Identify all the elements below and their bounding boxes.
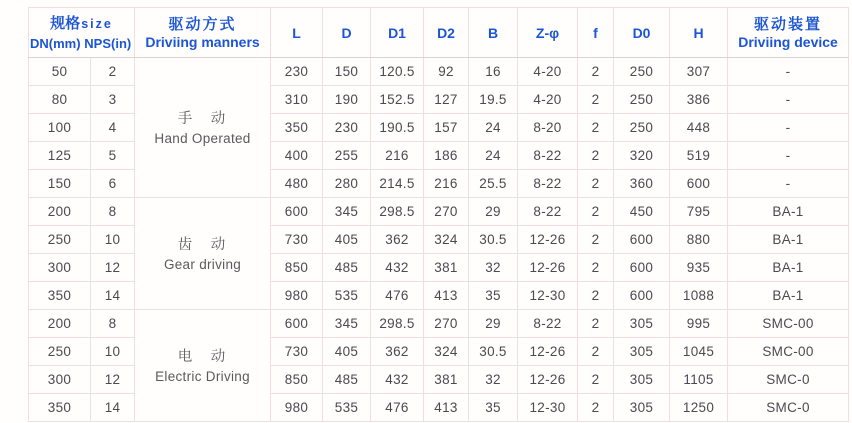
cell-d2: 270	[424, 198, 469, 226]
cell-b: 24	[469, 142, 518, 170]
cell-b: 32	[469, 366, 518, 394]
col-header-f: f	[578, 8, 614, 58]
cell-nps: 12	[91, 254, 135, 282]
spec-title-en: size	[81, 16, 113, 31]
cell-l: 730	[271, 338, 323, 366]
cell-z-phi: 12-30	[518, 282, 578, 310]
cell-d1: 190.5	[371, 114, 424, 142]
driving-manners-header	[135, 8, 271, 58]
cell-f: 2	[578, 198, 614, 226]
cell-f: 2	[578, 226, 614, 254]
cell-device: -	[728, 58, 849, 86]
cell-z-phi: 4-20	[518, 58, 578, 86]
cell-l: 850	[271, 366, 323, 394]
cell-nps: 10	[91, 226, 135, 254]
cell-f: 2	[578, 170, 614, 198]
cell-d0: 250	[614, 58, 670, 86]
cell-driving-manner	[135, 310, 271, 422]
driving-device-header-cn: 驱动装置	[754, 15, 823, 33]
cell-d1: 298.5	[371, 310, 424, 338]
cell-f: 2	[578, 254, 614, 282]
cell-b: 30.5	[469, 338, 518, 366]
cell-b: 25.5	[469, 170, 518, 198]
cell-l: 230	[271, 58, 323, 86]
cell-l: 480	[271, 170, 323, 198]
cell-dn: 125	[29, 142, 91, 170]
cell-d: 405	[323, 226, 371, 254]
cell-h: 1250	[670, 394, 728, 422]
cell-d1: 120.5	[371, 58, 424, 86]
cell-nps: 5	[91, 142, 135, 170]
cell-d: 190	[323, 86, 371, 114]
cell-nps: 8	[91, 198, 135, 226]
cell-d0: 600	[614, 254, 670, 282]
cell-z-phi: 4-20	[518, 86, 578, 114]
cell-dn: 250	[29, 226, 91, 254]
cell-d2: 324	[424, 226, 469, 254]
cell-device: SMC-0	[728, 394, 849, 422]
cell-d0: 600	[614, 282, 670, 310]
cell-h: 880	[670, 226, 728, 254]
cell-device: SMC-00	[728, 310, 849, 338]
cell-b: 35	[469, 282, 518, 310]
cell-b: 32	[469, 254, 518, 282]
cell-d1: 476	[371, 394, 424, 422]
cell-l: 600	[271, 310, 323, 338]
cell-driving-manner	[135, 198, 271, 310]
cell-f: 2	[578, 394, 614, 422]
cell-b: 24	[469, 114, 518, 142]
cell-f: 2	[578, 338, 614, 366]
driving-manner-en: Hand Operated	[154, 130, 251, 146]
cell-d0: 305	[614, 338, 670, 366]
cell-d2: 413	[424, 282, 469, 310]
cell-d2: 413	[424, 394, 469, 422]
table-row	[29, 198, 849, 226]
spec-sub-dn-label: DN(mm)	[29, 35, 81, 51]
cell-z-phi: 12-26	[518, 226, 578, 254]
cell-l: 400	[271, 142, 323, 170]
cell-dn: 100	[29, 114, 91, 142]
cell-h: 448	[670, 114, 728, 142]
cell-f: 2	[578, 142, 614, 170]
cell-driving-manner	[135, 58, 271, 198]
cell-dn: 300	[29, 366, 91, 394]
cell-f: 2	[578, 58, 614, 86]
cell-d1: 476	[371, 282, 424, 310]
cell-dn: 350	[29, 394, 91, 422]
cell-d0: 360	[614, 170, 670, 198]
cell-d1: 432	[371, 366, 424, 394]
cell-h: 519	[670, 142, 728, 170]
cell-d: 280	[323, 170, 371, 198]
driving-device-header-en: Driviing device	[738, 33, 838, 50]
cell-z-phi: 12-26	[518, 366, 578, 394]
col-header-d0: D0	[614, 8, 670, 58]
cell-d0: 320	[614, 142, 670, 170]
cell-l: 600	[271, 198, 323, 226]
cell-dn: 350	[29, 282, 91, 310]
cell-dn: 150	[29, 170, 91, 198]
cell-d2: 324	[424, 338, 469, 366]
driving-manner-en: Electric Driving	[155, 368, 250, 384]
cell-z-phi: 12-26	[518, 254, 578, 282]
cell-l: 980	[271, 394, 323, 422]
driving-manner-cn: 齿 动	[177, 236, 228, 253]
cell-d0: 250	[614, 86, 670, 114]
cell-d2: 270	[424, 310, 469, 338]
col-header-l: L	[271, 8, 323, 58]
cell-b: 29	[469, 310, 518, 338]
cell-l: 310	[271, 86, 323, 114]
cell-d: 485	[323, 254, 371, 282]
cell-z-phi: 8-22	[518, 142, 578, 170]
cell-d: 230	[323, 114, 371, 142]
cell-dn: 300	[29, 254, 91, 282]
cell-h: 307	[670, 58, 728, 86]
table-row	[29, 58, 849, 86]
cell-dn: 200	[29, 198, 91, 226]
cell-d1: 216	[371, 142, 424, 170]
driving-device-header	[728, 8, 849, 58]
cell-d2: 381	[424, 366, 469, 394]
cell-h: 600	[670, 170, 728, 198]
cell-l: 350	[271, 114, 323, 142]
cell-device: BA-1	[728, 254, 849, 282]
cell-z-phi: 12-30	[518, 394, 578, 422]
cell-d: 255	[323, 142, 371, 170]
cell-d2: 381	[424, 254, 469, 282]
header-row	[29, 8, 849, 58]
cell-dn: 200	[29, 310, 91, 338]
cell-nps: 14	[91, 282, 135, 310]
cell-nps: 2	[91, 58, 135, 86]
col-header-d: D	[323, 8, 371, 58]
cell-l: 980	[271, 282, 323, 310]
spec-title-cn: 规格	[50, 14, 81, 32]
cell-h: 795	[670, 198, 728, 226]
cell-device: BA-1	[728, 198, 849, 226]
cell-d: 150	[323, 58, 371, 86]
cell-device: -	[728, 142, 849, 170]
cell-d1: 298.5	[371, 198, 424, 226]
spec-size-header	[29, 8, 135, 58]
cell-dn: 50	[29, 58, 91, 86]
cell-b: 35	[469, 394, 518, 422]
cell-l: 730	[271, 226, 323, 254]
cell-d1: 214.5	[371, 170, 424, 198]
cell-nps: 12	[91, 366, 135, 394]
cell-f: 2	[578, 310, 614, 338]
cell-h: 995	[670, 310, 728, 338]
cell-f: 2	[578, 366, 614, 394]
cell-h: 1088	[670, 282, 728, 310]
cell-d1: 362	[371, 226, 424, 254]
cell-d: 345	[323, 310, 371, 338]
cell-nps: 6	[91, 170, 135, 198]
cell-d1: 432	[371, 254, 424, 282]
cell-device: -	[728, 114, 849, 142]
cell-d1: 152.5	[371, 86, 424, 114]
cell-d1: 362	[371, 338, 424, 366]
cell-d: 535	[323, 394, 371, 422]
cell-device: BA-1	[728, 282, 849, 310]
cell-dn: 80	[29, 86, 91, 114]
cell-d0: 250	[614, 114, 670, 142]
cell-h: 1045	[670, 338, 728, 366]
cell-d0: 305	[614, 310, 670, 338]
cell-device: -	[728, 86, 849, 114]
cell-nps: 3	[91, 86, 135, 114]
cell-d0: 305	[614, 394, 670, 422]
cell-f: 2	[578, 86, 614, 114]
cell-d2: 127	[424, 86, 469, 114]
cell-b: 29	[469, 198, 518, 226]
cell-z-phi: 12-26	[518, 338, 578, 366]
col-header-h: H	[670, 8, 728, 58]
cell-z-phi: 8-22	[518, 198, 578, 226]
cell-h: 1105	[670, 366, 728, 394]
cell-b: 16	[469, 58, 518, 86]
driving-manners-header-en: Driviing manners	[145, 33, 260, 50]
cell-z-phi: 8-22	[518, 170, 578, 198]
cell-h: 935	[670, 254, 728, 282]
cell-d2: 186	[424, 142, 469, 170]
driving-manner-en: Gear driving	[163, 256, 242, 272]
cell-nps: 14	[91, 394, 135, 422]
cell-f: 2	[578, 114, 614, 142]
cell-nps: 8	[91, 310, 135, 338]
cell-d: 535	[323, 282, 371, 310]
cell-nps: 4	[91, 114, 135, 142]
table-row	[29, 310, 849, 338]
cell-d: 405	[323, 338, 371, 366]
cell-b: 19.5	[469, 86, 518, 114]
cell-b: 30.5	[469, 226, 518, 254]
driving-manner-cn: 手 动	[177, 110, 228, 127]
col-header-z-phi: Z-φ	[518, 8, 578, 58]
col-header-d1: D1	[371, 8, 424, 58]
cell-z-phi: 8-20	[518, 114, 578, 142]
table-body	[29, 58, 849, 422]
col-header-b: B	[469, 8, 518, 58]
cell-d0: 305	[614, 366, 670, 394]
cell-l: 850	[271, 254, 323, 282]
cell-device: BA-1	[728, 226, 849, 254]
cell-device: -	[728, 170, 849, 198]
driving-manner-cn: 电 动	[177, 348, 228, 365]
cell-nps: 10	[91, 338, 135, 366]
cell-device: SMC-0	[728, 366, 849, 394]
cell-d2: 92	[424, 58, 469, 86]
cell-f: 2	[578, 282, 614, 310]
cell-d0: 600	[614, 226, 670, 254]
cell-device: SMC-00	[728, 338, 849, 366]
cell-h: 386	[670, 86, 728, 114]
cell-d2: 157	[424, 114, 469, 142]
cell-dn: 250	[29, 338, 91, 366]
spec-table	[28, 7, 849, 422]
cell-d: 345	[323, 198, 371, 226]
driving-manners-header-cn: 驱动方式	[168, 15, 237, 33]
col-header-d2: D2	[424, 8, 469, 58]
cell-d0: 450	[614, 198, 670, 226]
cell-d2: 216	[424, 170, 469, 198]
cell-z-phi: 8-22	[518, 310, 578, 338]
spec-sub-nps-label: NPS(in)	[84, 35, 132, 51]
cell-d: 485	[323, 366, 371, 394]
